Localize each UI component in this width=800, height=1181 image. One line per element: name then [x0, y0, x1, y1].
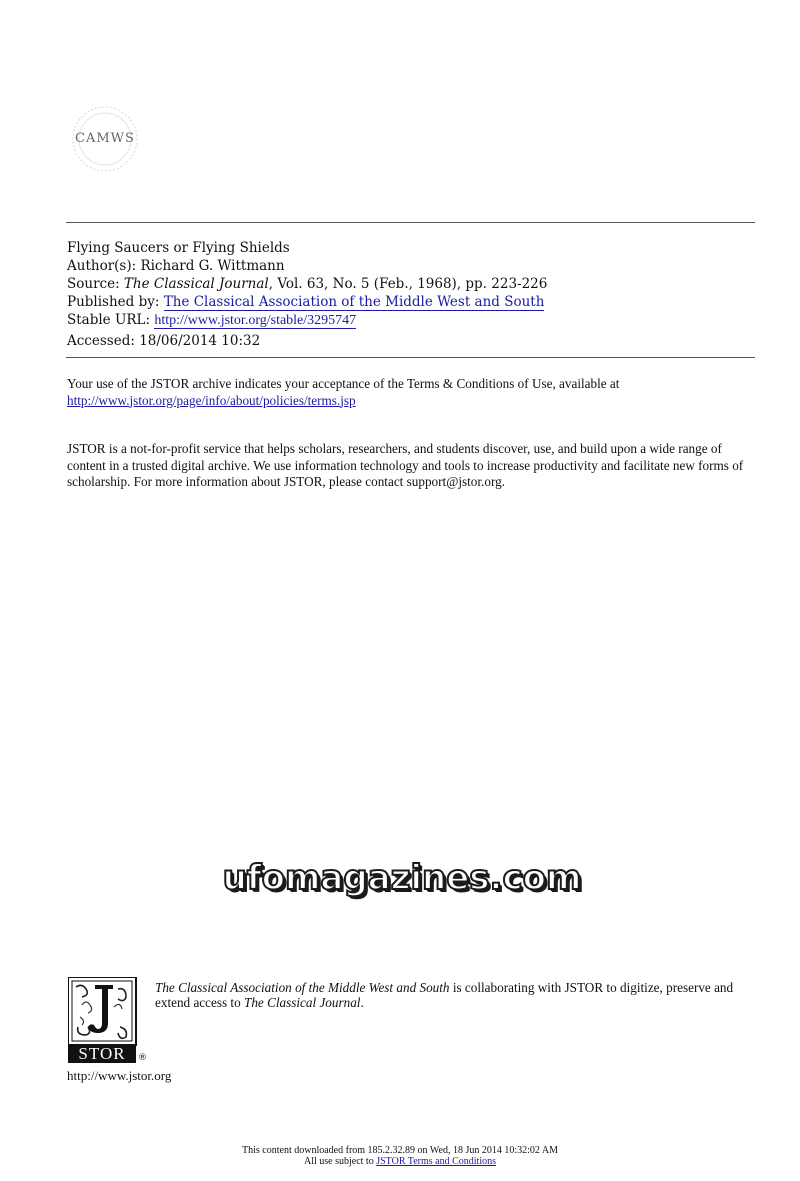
- bottom-divider: [66, 357, 755, 358]
- stable-url-line: Stable URL: http://www.jstor.org/stable/3295747: [67, 312, 357, 328]
- publisher-link[interactable]: The Classical Association of the Middle West and South: [163, 294, 545, 310]
- jstor-url[interactable]: http://www.jstor.org: [67, 1068, 172, 1083]
- stable-url-link[interactable]: http://www.jstor.org/stable/3295747: [154, 313, 357, 328]
- accessed-line: Accessed: 18/06/2014 10:32: [67, 333, 261, 349]
- footer-terms-link[interactable]: JSTOR Terms and Conditions: [376, 1156, 496, 1167]
- terms-paragraph: Your use of the JSTOR archive indicates your acceptance of the Terms & Conditions of Use, available at http://www.jstor.org/page/info/about/policies/terms.jsp: [67, 376, 620, 408]
- published-line: Published by: The Classical Association of the Middle West and South: [67, 294, 545, 310]
- about-paragraph: JSTOR is a not-for-profit service that helps scholars, researchers, and students discover, use, and build upon a wide range of content in a trusted digital archive. We use information technology and tools to increase productivity and facilitate new forms of scholarship. For more information about JSTOR, please contact support@jstor.org.: [67, 441, 744, 489]
- source-line: Source: The Classical Journal, Vol. 63, No. 5 (Feb., 1968), pp. 223-226: [67, 276, 548, 292]
- author-line: Author(s): Richard G. Wittmann: [67, 258, 285, 274]
- watermark-text: ufomagazines.com: [222, 858, 582, 898]
- footer-download-line: This content downloaded from 185.2.32.89 on Wed, 18 Jun 2014 10:32:02 AM: [242, 1145, 558, 1156]
- jstor-logo: [68, 977, 148, 1065]
- top-divider: [66, 222, 755, 223]
- author-name: Richard G. Wittmann: [140, 258, 285, 274]
- journal-name: The Classical Journal: [123, 276, 269, 292]
- seal-text: CAMWS: [75, 131, 135, 146]
- footer-terms-line: All use subject to JSTOR Terms and Conditions: [304, 1156, 496, 1167]
- terms-link[interactable]: http://www.jstor.org/page/info/about/policies/terms.jsp: [67, 392, 356, 408]
- download-footer: [0, 1145, 800, 1167]
- registered-mark-icon: ®: [138, 1053, 147, 1063]
- article-title: Flying Saucers or Flying Shields: [67, 240, 290, 256]
- collaboration-note: The Classical Association of the Middle West and South is collaborating with JSTOR to digitize, preserve and extend access to The Classical Journal.: [155, 980, 734, 1010]
- camws-seal-logo: [66, 104, 144, 174]
- jstor-logo-text: STOR: [78, 1044, 126, 1063]
- accessed-date: 18/06/2014 10:32: [139, 333, 261, 349]
